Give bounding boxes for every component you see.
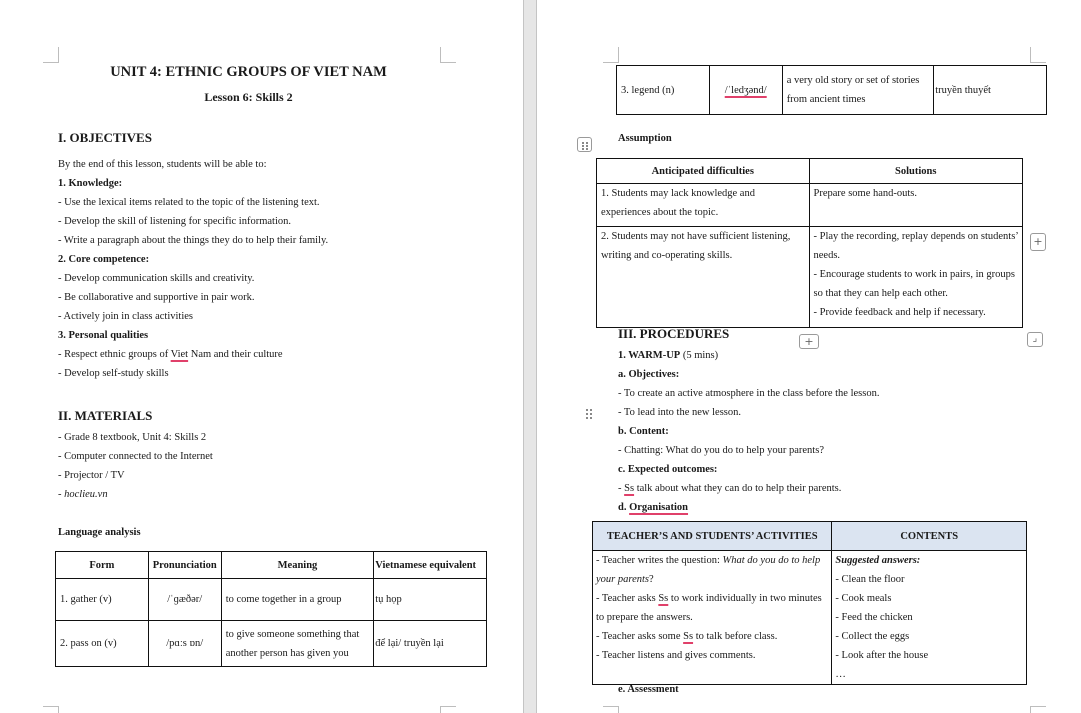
personal-qualities-heading: 3. Personal qualities: [58, 330, 149, 341]
plus-icon: +: [1033, 235, 1043, 248]
activity-line: [596, 627, 828, 646]
knowledge-item: - Write a paragraph about the things they do to help their family.: [58, 235, 329, 246]
table-row: [56, 621, 487, 667]
spellcheck-flagged-word[interactable]: Ss: [658, 593, 669, 604]
table-resize-handle[interactable]: [1027, 332, 1043, 347]
form-cell: 3. legend (n): [617, 66, 710, 115]
materials-item: - Computer connected to the Internet: [58, 451, 213, 462]
text: d.: [618, 502, 630, 513]
text: to work individually in two minutes to prepare the answers.: [596, 593, 822, 623]
solution-cell: [809, 227, 1023, 328]
language-analysis-table-continued: [616, 65, 1047, 115]
personal-quality-item: - Develop self-study skills: [58, 368, 169, 379]
website-name: hoclieu.vn: [64, 489, 108, 500]
drag-handle-icon: [581, 140, 591, 154]
column-header: Pronunciation: [148, 552, 221, 579]
pronunciation-cell: [709, 66, 782, 115]
question-text: What do you do to help your parents: [596, 555, 821, 585]
plus-icon: +: [804, 335, 814, 348]
form-cell: 1. gather (v): [56, 579, 149, 621]
objectives-intro: By the end of this lesson, students will be able to:: [58, 159, 267, 170]
answer-item: - Collect the eggs: [835, 631, 910, 642]
add-row-button[interactable]: [799, 334, 819, 349]
objectives-subheading: a. Objectives:: [618, 369, 680, 380]
column-header: CONTENTS: [832, 522, 1027, 551]
organisation-subheading: [618, 498, 688, 517]
table-row: [597, 227, 1023, 328]
answer-item: - Feed the chicken: [835, 612, 913, 623]
column-header: TEACHER’S AND STUDENTS’ ACTIVITIES: [593, 522, 832, 551]
crop-mark-bottom-right: [440, 706, 456, 713]
crop-mark-bottom-left: [603, 706, 619, 713]
activity-line: [596, 589, 828, 627]
contents-cell: [832, 551, 1027, 685]
warmup-duration: (5 mins): [680, 350, 719, 361]
answer-item: …: [835, 669, 846, 680]
column-header: Form: [56, 552, 149, 579]
solution-item: - Provide feedback and help if necessary.: [813, 307, 986, 318]
knowledge-item: - Use the lexical items related to the topic of the listening text.: [58, 197, 320, 208]
section-heading-objectives: I. OBJECTIVES: [58, 130, 152, 145]
add-column-button[interactable]: [1030, 233, 1046, 251]
text: ?: [648, 574, 654, 585]
page-gutter: [523, 0, 537, 713]
difficulty-cell: 1. Students may lack knowledge and experiences about the topic.: [597, 184, 810, 227]
language-analysis-heading: Language analysis: [58, 527, 141, 538]
activities-table: [592, 521, 1027, 685]
meaning-cell: to give someone something that another person has given you: [221, 621, 374, 667]
text: - Teacher writes the question:: [596, 555, 723, 566]
text: - Respect ethnic groups of: [58, 349, 171, 360]
knowledge-item: - Develop the skill of listening for specific information.: [58, 216, 291, 227]
answer-item: - Look after the house: [835, 650, 929, 661]
activities-cell: [593, 551, 832, 685]
content-subheading: b. Content:: [618, 426, 669, 437]
spellcheck-flagged-word[interactable]: Organisation: [629, 502, 689, 513]
crop-mark-bottom-left: [43, 706, 59, 713]
answer-item: - Clean the floor: [835, 574, 905, 585]
expected-outcomes-subheading: c. Expected outcomes:: [618, 464, 718, 475]
personal-quality-item: [58, 345, 283, 364]
core-competence-item: - Develop communication skills and creativity.: [58, 273, 255, 284]
assumption-heading: Assumption: [618, 133, 672, 144]
answer-item: - Cook meals: [835, 593, 892, 604]
text: talk about what they can do to help their parents.: [634, 483, 842, 494]
document-title: UNIT 4: ETHNIC GROUPS OF VIET NAM: [110, 64, 387, 80]
table-header-row: [597, 159, 1023, 184]
column-header: Solutions: [809, 159, 1023, 184]
text: 1. WARM-UP: [618, 350, 681, 361]
solution-item: - Encourage students to work in pairs, in groups so that they can help each other.: [813, 269, 1016, 299]
expected-outcome-item: [618, 479, 841, 498]
meaning-cell: a very old story or set of stories from ancient times: [782, 66, 934, 115]
text: Nam and their culture: [188, 349, 283, 360]
solution-item: - Play the recording, replay depends on students’ needs.: [813, 231, 1018, 261]
table-header-row: [593, 522, 1027, 551]
table-header-row: [56, 552, 487, 579]
core-competence-item: - Actively join in class activities: [58, 311, 194, 322]
crop-mark-top-right: [1030, 47, 1046, 63]
section-heading-materials: II. MATERIALS: [58, 408, 153, 423]
suggested-answers-heading: Suggested answers:: [835, 555, 921, 566]
text: -: [58, 489, 65, 500]
table-row: [593, 551, 1027, 685]
table-row: [597, 184, 1023, 227]
objectives-item: - To create an active atmosphere in the class before the lesson.: [618, 388, 880, 399]
text: to talk before class.: [693, 631, 778, 642]
materials-item: - Grade 8 textbook, Unit 4: Skills 2: [58, 432, 207, 443]
vietnamese-cell: để lại/ truyền lại: [374, 621, 487, 667]
text: - Teacher asks: [596, 593, 659, 604]
meaning-cell: to come together in a group: [221, 579, 374, 621]
section-heading-procedures: III. PROCEDURES: [618, 326, 730, 341]
knowledge-heading: 1. Knowledge:: [58, 178, 123, 189]
document-page-1: [0, 0, 523, 713]
column-header: Meaning: [221, 552, 374, 579]
paragraph-drag-handle-icon[interactable]: [585, 407, 595, 421]
difficulty-cell: 2. Students may not have sufficient listening, writing and co-operating skills.: [597, 227, 810, 328]
activity-line: [596, 551, 828, 589]
lesson-subtitle: Lesson 6: Skills 2: [204, 90, 293, 104]
core-competence-heading: 2. Core competence:: [58, 254, 150, 265]
table-row: [617, 66, 1047, 115]
vietnamese-cell: tụ họp: [374, 579, 487, 621]
objectives-item: - To lead into the new lesson.: [618, 407, 742, 418]
core-competence-item: - Be collaborative and supportive in pair work.: [58, 292, 255, 303]
text: - Teacher asks some: [596, 631, 684, 642]
column-header: Vietnamese equivalent: [374, 552, 487, 579]
resize-icon: ⌟: [1032, 333, 1038, 344]
spellcheck-flagged-word[interactable]: /ˈledʒənd/: [724, 84, 767, 96]
vietnamese-cell: truyền thuyết: [934, 66, 1047, 115]
spellcheck-flagged-word[interactable]: Viet: [170, 349, 189, 360]
crop-mark-top-right: [440, 47, 456, 63]
crop-mark-bottom-right: [1030, 706, 1046, 713]
materials-item-website: [58, 485, 108, 504]
table-row: [56, 579, 487, 621]
solution-cell: Prepare some hand-outs.: [809, 184, 1023, 227]
spellcheck-flagged-word[interactable]: Ss: [624, 483, 635, 494]
spellcheck-flagged-word[interactable]: Ss: [683, 631, 694, 642]
crop-mark-top-left: [603, 47, 619, 63]
pronunciation-cell: /pɑːs ɒn/: [148, 621, 221, 667]
crop-mark-top-left: [43, 47, 59, 63]
document-page-2: [537, 0, 1081, 713]
text: -: [618, 483, 625, 494]
assumption-table: [596, 158, 1023, 328]
table-move-handle[interactable]: [577, 137, 592, 152]
assessment-subheading: e. Assessment: [618, 684, 679, 695]
activity-line: - Teacher listens and gives comments.: [596, 650, 756, 661]
warmup-heading: [618, 346, 718, 365]
form-cell: 2. pass on (v): [56, 621, 149, 667]
column-header: Anticipated difficulties: [597, 159, 810, 184]
pronunciation-cell: /ˈɡæðər/: [148, 579, 221, 621]
language-analysis-table: [55, 551, 487, 667]
content-item: - Chatting: What do you do to help your parents?: [618, 445, 824, 456]
materials-item: - Projector / TV: [58, 470, 125, 481]
